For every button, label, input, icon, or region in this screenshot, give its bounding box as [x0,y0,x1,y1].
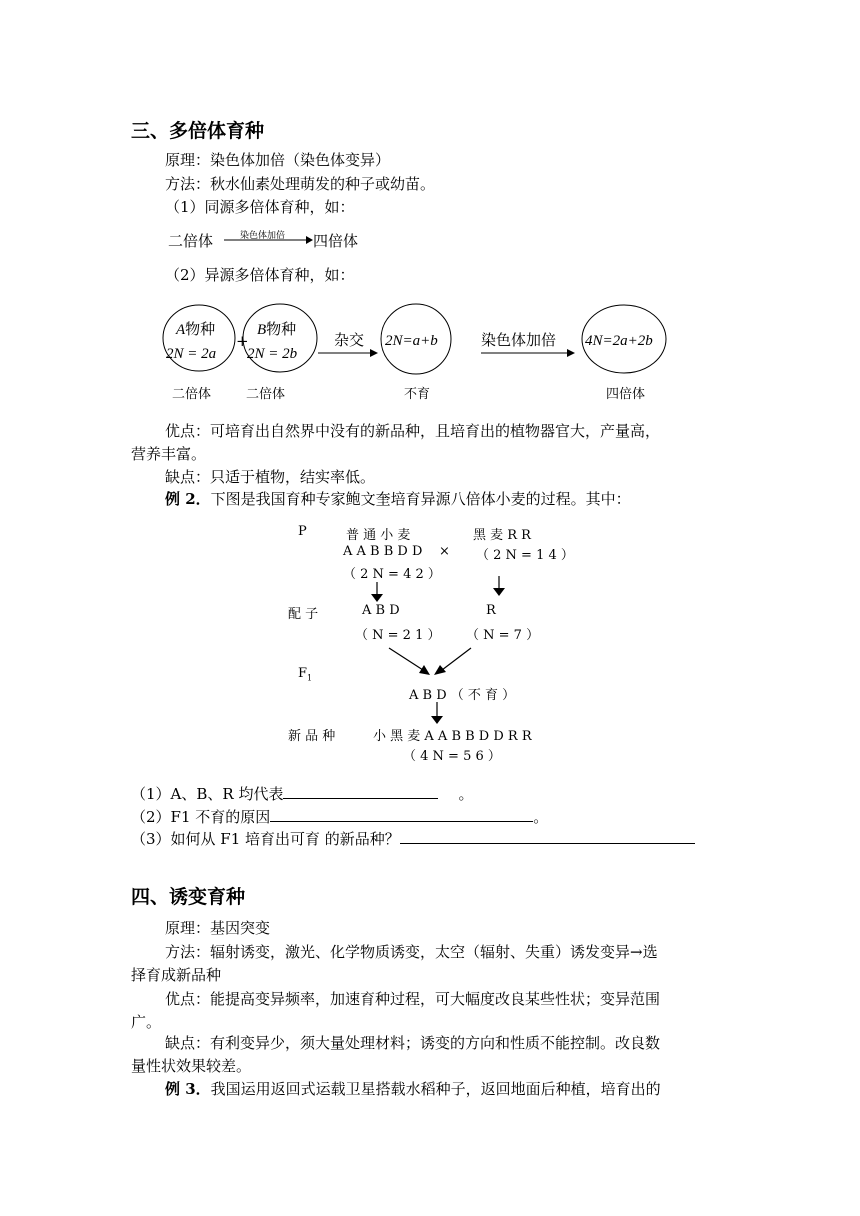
rye-chromosome: （ 2 N = 1 4 ） [476,548,574,563]
doubling-arrowhead [567,349,575,357]
arrowhead-common-gamete [371,594,383,602]
section4-method-2: 择育成新品种 [131,966,222,984]
triticale-genome: 小 黑 麦 A A B B D D R R [373,729,532,744]
common-wheat-label: 普 通 小 麦 [346,528,411,543]
section3-method: 方法：秋水仙素处理萌发的种子或幼苗。 [165,175,436,193]
caption-tetraploid: 四倍体 [606,387,646,402]
section4-disadvantage-2: 量性状效果较差。 [131,1057,252,1075]
question-1: （1）A、B、R 均代表 。 [131,785,474,803]
auto-arrowhead [306,236,313,244]
common-gamete: A B D [362,603,400,618]
cross-sign: × [439,544,450,559]
caption-diploid-b: 二倍体 [246,387,286,402]
example2: 例 2．下图是我国育种专家鲍文奎培育异源八倍体小麦的过程。其中： [165,490,631,508]
species-a-title: A物种 [176,320,216,338]
section3-item2: （2）异源多倍体育种，如： [165,266,355,284]
triticale-chromosome: （ 4 N = 5 6 ） [403,749,501,764]
diploid-label: 二倍体 [168,232,214,250]
section3-advantage-2: 营养丰富。 [131,445,207,463]
answer-blank-1[interactable] [283,784,438,799]
arrowhead-f1-new [431,716,443,724]
plus-sign: + [236,332,249,350]
arrowhead-rye-f1 [434,665,446,675]
new-variety-label: 新 品 种 [288,729,336,744]
section4-advantage-1: 优点：能提高变异频率，加速育种过程，可大幅度改良某些性状；变异范围 [165,990,661,1008]
common-wheat-chromosome: （ 2 N = 4 2 ） [343,567,441,582]
answer-blank-3[interactable] [400,829,695,844]
species-b-chrom: 2N = 2b [247,346,298,362]
tetraploid-chrom: 4N=2a+2b [585,333,653,349]
question-2: （2）F1 不育的原因 。 [131,808,549,826]
section3-item1: （1）同源多倍体育种，如： [165,198,355,216]
answer-blank-2[interactable] [270,807,533,822]
f1-label: $F_1$ [298,666,313,683]
section3-heading: 三、多倍体育种 [131,120,265,142]
section3-disadvantage: 缺点：只适于植物，结实率低。 [165,468,376,486]
doubling-label: 染色体加倍 [240,231,286,241]
species-a-chrom: 2N = 2a [166,346,217,362]
question-3: （3）如何从 F1 培育出可育 的新品种？ [131,828,695,850]
section4-principle: 原理：基因突变 [165,919,271,937]
section3-advantage-1: 优点：可培育出自然界中没有的新品种，且培育出的植物器官大，产量高， [165,422,661,440]
section4-disadvantage-1: 缺点：有利变异少，须大量处理材料；诱变的方向和性质不能控制。改良数 [165,1034,661,1052]
section4-heading: 四、诱变育种 [131,886,246,908]
common-wheat-genome: A A B B D D [343,544,423,559]
arrowhead-common-f1 [419,665,430,675]
hybridization-label: 杂交 [334,331,365,349]
rye-gamete-chromosome: （ N = 7 ） [466,628,540,643]
rye-label: 黑 麦 R R [473,528,531,543]
example3: 例 3．我国运用返回式运载卫星搭载水稻种子，返回地面后种植，培育出的 [165,1080,661,1098]
rye-gamete: R [486,603,496,618]
tetraploid-label: 四倍体 [313,232,359,250]
section3-principle: 原理：染色体加倍（染色体变异） [165,151,391,169]
arrow-common-f1 [389,648,423,670]
section4-advantage-2: 广。 [131,1013,162,1031]
p-label: P [298,524,307,539]
section4-method-1: 方法：辐射诱变，激光、化学物质诱变，太空（辐射、失重）诱发变异→选 [165,943,658,961]
species-b-title: B物种 [257,320,297,338]
gamete-label: 配 子 [288,607,319,622]
doubling-label-2: 染色体加倍 [481,331,557,349]
common-gamete-chromosome: （ N = 2 1 ） [355,628,441,643]
arrow-rye-f1 [442,648,471,670]
arrowhead-rye-gamete [493,588,505,596]
caption-diploid-a: 二倍体 [172,387,212,402]
caption-sterile: 不育 [404,387,431,402]
cross-arrowhead [370,349,378,357]
hybrid-chrom: 2N=a+b [385,333,438,349]
f1-genome: A B D （ 不 育 ） [409,688,516,703]
